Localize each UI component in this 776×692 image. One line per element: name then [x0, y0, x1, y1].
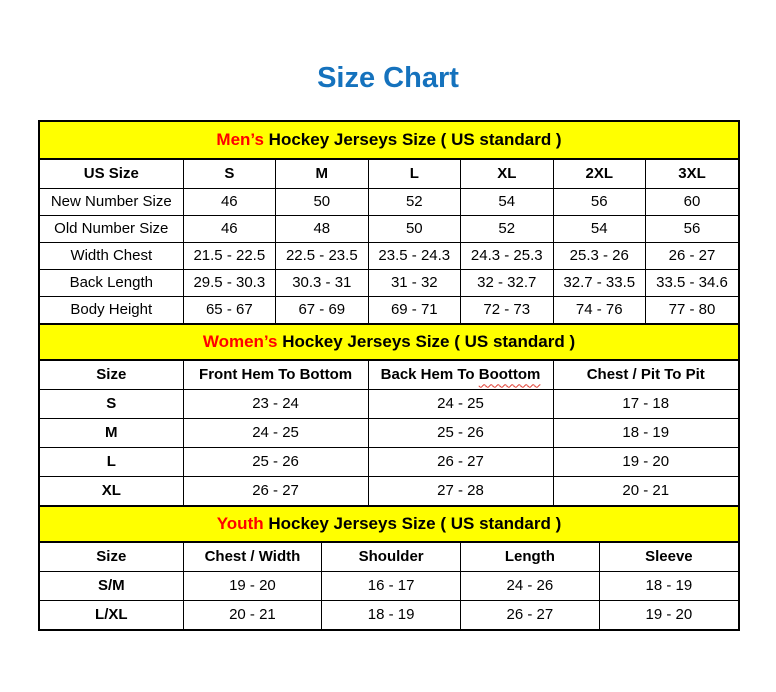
column-header: L [368, 160, 460, 188]
table-cell: 72 - 73 [461, 296, 553, 323]
mens-header-row [40, 160, 738, 188]
table-cell: 24.3 - 25.3 [461, 242, 553, 269]
youth-size-table [40, 543, 738, 629]
table-row [40, 418, 738, 447]
column-header: Shoulder [322, 543, 461, 571]
womens-header-row [40, 361, 738, 389]
table-cell: 26 - 27 [461, 600, 600, 629]
column-header: US Size [40, 160, 183, 188]
table-cell: 25 - 26 [183, 447, 368, 476]
table-cell: 16 - 17 [322, 571, 461, 600]
table-cell: 50 [276, 188, 368, 215]
table-cell: 24 - 25 [368, 389, 553, 418]
misspelled-word: Boottom [478, 366, 541, 384]
table-row [40, 269, 738, 296]
table-row [40, 389, 738, 418]
table-cell: 56 [646, 215, 739, 242]
column-header: Size [40, 543, 183, 571]
row-label: Width Chest [40, 242, 183, 269]
table-cell: 67 - 69 [276, 296, 368, 323]
womens-section-header [40, 323, 738, 361]
column-header: 3XL [646, 160, 739, 188]
row-label: Back Length [40, 269, 183, 296]
table-cell: 25 - 26 [368, 418, 553, 447]
table-cell: 50 [368, 215, 460, 242]
table-cell: 52 [461, 215, 553, 242]
table-cell: 54 [461, 188, 553, 215]
table-cell: 29.5 - 30.3 [183, 269, 275, 296]
column-header: Front Hem To Bottom [183, 361, 368, 389]
row-label: New Number Size [40, 188, 183, 215]
mens-section-label: Men’s [216, 130, 264, 149]
table-cell: 32.7 - 33.5 [553, 269, 645, 296]
table-cell: 23 - 24 [183, 389, 368, 418]
table-cell: 60 [646, 188, 739, 215]
table-cell: 77 - 80 [646, 296, 739, 323]
row-label: XL [40, 476, 183, 505]
table-row [40, 447, 738, 476]
column-header: S [183, 160, 275, 188]
column-header: 2XL [553, 160, 645, 188]
table-cell: 18 - 19 [553, 418, 738, 447]
table-cell: 23.5 - 24.3 [368, 242, 460, 269]
row-label: S [40, 389, 183, 418]
table-cell: 54 [553, 215, 645, 242]
table-cell: 26 - 27 [646, 242, 739, 269]
table-cell: 65 - 67 [183, 296, 275, 323]
youth-section-header [40, 505, 738, 543]
column-header: XL [461, 160, 553, 188]
page-title: Size Chart [317, 62, 459, 94]
table-cell: 20 - 21 [553, 476, 738, 505]
table-cell: 33.5 - 34.6 [646, 269, 739, 296]
table-cell: 22.5 - 23.5 [276, 242, 368, 269]
table-cell: 74 - 76 [553, 296, 645, 323]
table-cell: 20 - 21 [183, 600, 322, 629]
column-header [368, 361, 553, 389]
column-header: Size [40, 361, 183, 389]
table-row [40, 571, 738, 600]
table-row [40, 188, 738, 215]
table-cell: 19 - 20 [183, 571, 322, 600]
column-header: M [276, 160, 368, 188]
mens-section-header [40, 122, 738, 160]
table-cell: 24 - 26 [461, 571, 600, 600]
table-row [40, 600, 738, 629]
table-cell: 18 - 19 [599, 571, 738, 600]
row-label: M [40, 418, 183, 447]
table-cell: 26 - 27 [368, 447, 553, 476]
column-header-text: Back Hem To [380, 366, 475, 384]
table-cell: 56 [553, 188, 645, 215]
table-cell: 48 [276, 215, 368, 242]
table-cell: 27 - 28 [368, 476, 553, 505]
table-cell: 30.3 - 31 [276, 269, 368, 296]
table-cell: 26 - 27 [183, 476, 368, 505]
womens-section-header-text: Hockey Jerseys Size ( US standard ) [277, 332, 576, 351]
row-label: L [40, 447, 183, 476]
table-cell: 46 [183, 188, 275, 215]
youth-section-label: Youth [216, 514, 264, 533]
row-label: S/M [40, 571, 183, 600]
youth-header-row [40, 543, 738, 571]
mens-size-table [40, 160, 738, 323]
table-cell: 52 [368, 188, 460, 215]
table-row [40, 242, 738, 269]
womens-section-label: Women’s [202, 332, 278, 351]
table-cell: 25.3 - 26 [553, 242, 645, 269]
column-header: Chest / Pit To Pit [553, 361, 738, 389]
table-cell: 69 - 71 [368, 296, 460, 323]
youth-section-header-text: Hockey Jerseys Size ( US standard ) [263, 514, 562, 533]
table-cell: 24 - 25 [183, 418, 368, 447]
mens-section-header-text: Hockey Jerseys Size ( US standard ) [263, 130, 562, 149]
table-row [40, 476, 738, 505]
table-cell: 32 - 32.7 [461, 269, 553, 296]
table-cell: 21.5 - 22.5 [183, 242, 275, 269]
table-cell: 18 - 19 [322, 600, 461, 629]
row-label: Body Height [40, 296, 183, 323]
column-header: Length [461, 543, 600, 571]
table-cell: 31 - 32 [368, 269, 460, 296]
table-cell: 17 - 18 [553, 389, 738, 418]
table-row [40, 296, 738, 323]
column-header: Sleeve [599, 543, 738, 571]
size-chart [38, 120, 740, 631]
table-row [40, 215, 738, 242]
row-label: L/XL [40, 600, 183, 629]
column-header: Chest / Width [183, 543, 322, 571]
table-cell: 46 [183, 215, 275, 242]
table-cell: 19 - 20 [599, 600, 738, 629]
row-label: Old Number Size [40, 215, 183, 242]
womens-size-table [40, 361, 738, 505]
table-cell: 19 - 20 [553, 447, 738, 476]
